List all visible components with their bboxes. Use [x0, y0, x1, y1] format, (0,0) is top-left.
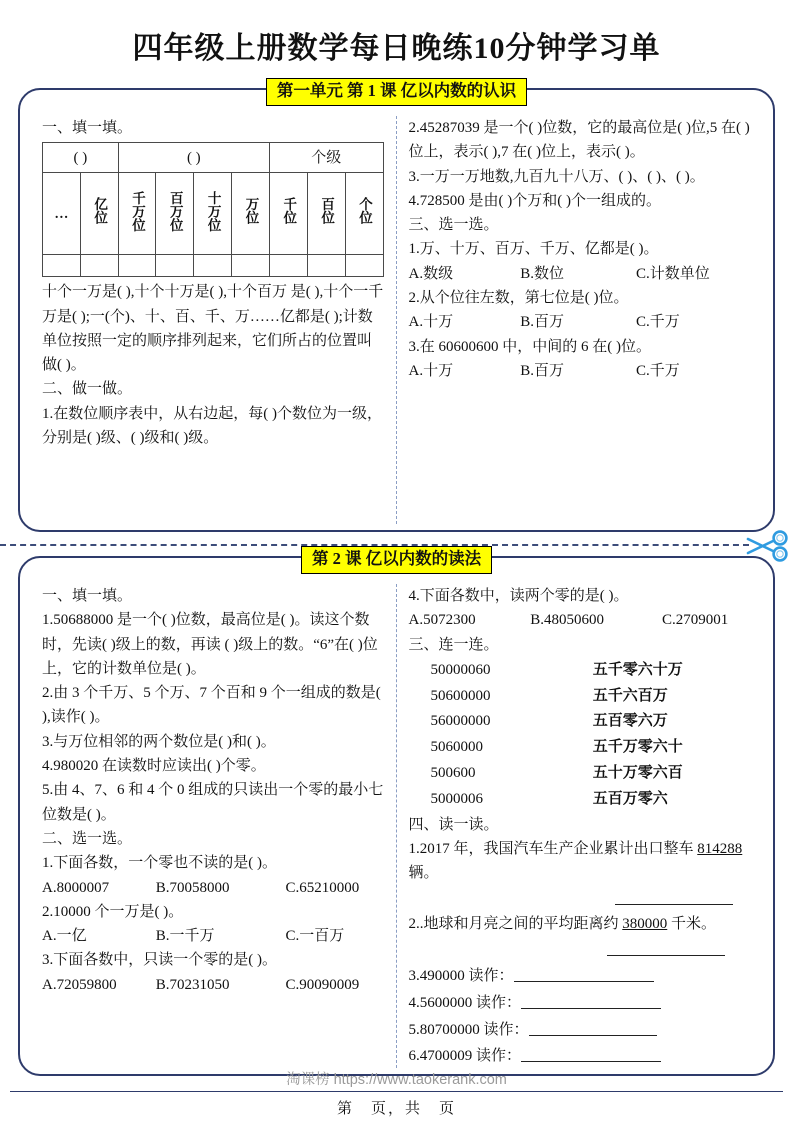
s2-read-4-label: 4.5600000 读作：: [408, 994, 522, 1011]
match-word[interactable]: 五百零六万: [592, 713, 668, 730]
pv-cell: [156, 173, 194, 255]
table-row: [43, 173, 384, 255]
lesson-2-banner: 第 2 课 亿以内数的读法: [301, 546, 492, 574]
pv-answer-cell[interactable]: [156, 255, 194, 277]
pv-group-1: ( ): [118, 143, 269, 173]
option-a[interactable]: A.十万: [408, 362, 454, 379]
match-word[interactable]: 五千零六十万: [592, 661, 683, 678]
lesson-card-2: [18, 549, 775, 1076]
table-row: [43, 255, 384, 277]
place-value-table: [42, 142, 384, 277]
s2-heading-match: 三、连一连。: [408, 636, 499, 653]
pv-answer-cell[interactable]: [307, 255, 345, 277]
match-word[interactable]: 五十万零六百: [592, 765, 683, 782]
pv-answer-cell[interactable]: [345, 255, 383, 277]
pv-answer-cell[interactable]: [194, 255, 232, 277]
option-a[interactable]: A.5072300: [408, 612, 476, 629]
pv-cell: [118, 173, 156, 255]
match-word[interactable]: 五千万零六十: [592, 739, 683, 756]
s2-read-2-after: 千米。: [667, 916, 717, 933]
option-a[interactable]: A.一亿: [42, 928, 87, 945]
pv-place-7: 百位: [319, 197, 335, 225]
pv-place-0: …: [54, 207, 69, 223]
pv-answer-cell[interactable]: [269, 255, 307, 277]
option-b[interactable]: B.48050600: [530, 612, 605, 629]
s1-left-q1: 十个一万是( ),十个十万是( ),十个百万 是( ),十个一千万是( );一(个)、十、百、千、万……亿都是( );计数单位按照一定的顺序排列起来，它们所占的位置叫做( )。: [42, 284, 384, 374]
page-title: 四年级上册数学每日晚练10分钟学习单: [132, 32, 661, 65]
s2-read-2-answer: [409, 937, 752, 964]
match-word[interactable]: 五千六百万: [592, 687, 668, 704]
option-c[interactable]: C.计数单位: [636, 265, 710, 282]
pv-answer-cell[interactable]: [43, 255, 81, 277]
option-b[interactable]: B.70058000: [155, 879, 230, 896]
match-number[interactable]: 5060000: [430, 739, 483, 756]
option-c[interactable]: C.65210000: [285, 879, 360, 896]
s2-read-5: [409, 1017, 752, 1044]
matching-exercise: [409, 658, 752, 813]
pv-cell: [43, 173, 81, 255]
pv-place-3: 百万位: [167, 190, 183, 232]
pv-group-2: 个级: [269, 143, 383, 173]
pv-cell: [80, 173, 118, 255]
option-b[interactable]: B.数位: [520, 265, 565, 282]
pv-group-0: ( ): [43, 143, 119, 173]
pv-cell: [307, 173, 345, 255]
s1-heading-do: 二、做一做。: [42, 381, 133, 398]
s2-choice-2-stem: 2.10000 个一万是( )。: [42, 903, 184, 920]
s2-choice-4-stem: 4.下面各数中，读两个零的是( )。: [408, 588, 629, 604]
s2-read-1-after: 辆。: [408, 865, 439, 882]
s2-choice-2-options: [42, 924, 384, 948]
s2-read-2-number: 380000: [622, 916, 668, 933]
option-a[interactable]: A.数级: [408, 265, 454, 282]
option-c[interactable]: C.2709001: [662, 612, 729, 629]
s1-right-q2: 2.45287039 是一个( )位数，它的最高位是( )位,5 在( )位上，表示( ),7 在( )位上，表示( )。: [408, 120, 750, 161]
pv-place-2: 千万位: [129, 190, 145, 232]
s1-choice-1-stem: 1.万、十万、百万、千万、亿都是( )。: [408, 241, 659, 258]
option-b[interactable]: B.百万: [520, 314, 565, 331]
s2-choice-4-options: [409, 608, 752, 632]
option-b[interactable]: B.70231050: [155, 976, 230, 993]
pv-answer-cell[interactable]: [80, 255, 118, 277]
pv-place-6: 千位: [281, 197, 297, 225]
s2-heading-choose: 二、选一选。: [42, 830, 133, 847]
s2-choice-1-options: [42, 876, 384, 900]
pv-place-5: 万位: [243, 197, 259, 225]
watermark: 淘课榜 https://www.taokerank.com: [286, 1072, 507, 1088]
option-c[interactable]: C.千万: [636, 314, 680, 331]
pv-place-8: 个位: [356, 197, 372, 225]
s1-heading-fill: 一、填一填。: [42, 120, 133, 136]
s2-left-q4: 4.980020 在读数时应读出( )个零。: [42, 758, 266, 775]
option-a[interactable]: A.72059800: [42, 976, 117, 993]
s1-right-q3: 3.一万一万地数,九百九十八万、( )、( )、( )。: [408, 168, 705, 185]
s2-choice-3-options: [42, 973, 384, 997]
s1-heading-choose: 三、选一选。: [408, 217, 499, 234]
option-a[interactable]: A.8000007: [42, 879, 110, 896]
s2-read-2-before: 2..地球和月亮之间的平均距离约: [408, 916, 623, 933]
table-row: [43, 143, 384, 173]
answer-blank[interactable]: [514, 981, 654, 982]
s2-left-q3: 3.与万位相邻的两个数位是( )和( )。: [42, 733, 276, 750]
answer-blank[interactable]: [529, 1035, 657, 1036]
s1-right-q4: 4.728500 是由( )个万和( )个一组成的。: [408, 192, 661, 209]
matching-numbers-column: [431, 658, 575, 813]
page-number: 第 页，共 页: [336, 1101, 456, 1117]
pv-cell: [345, 173, 383, 255]
answer-blank[interactable]: [607, 955, 725, 956]
option-b[interactable]: B.一千万: [155, 928, 215, 945]
s1-choice-3-stem: 3.在 60600600 中，中间的 6 在( )位。: [408, 338, 651, 355]
s2-read-6-label: 6.4700009 读作：: [408, 1048, 522, 1065]
option-c[interactable]: C.千万: [636, 362, 680, 379]
lesson-1-right-column: [397, 116, 764, 524]
pv-place-1: 亿位: [92, 197, 108, 225]
option-c[interactable]: C.一百万: [285, 928, 345, 945]
option-c[interactable]: C.90090009: [285, 976, 360, 993]
s2-read-1-before: 1.2017 年，我国汽车生产企业累计出口整车: [408, 840, 698, 857]
pv-answer-cell[interactable]: [118, 255, 156, 277]
s2-left-q2: 2.由 3 个千万、5 个万、7 个百和 9 个一组成的数是( ),读作( )。: [42, 685, 381, 726]
lesson-2-left-column: [30, 584, 397, 1068]
lesson-2-right-column: [397, 584, 764, 1068]
lesson-2-columns: [30, 584, 763, 1068]
s2-left-q1: 1.50688000 是一个( )位数，最高位是( )。读这个数时，先读( )级上的数，再读 ( )级上的数。“6”在( )位上，它的计数单位是( )。: [42, 612, 378, 677]
s2-read-3-label: 3.490000 读作：: [408, 968, 514, 985]
pv-cell: [194, 173, 232, 255]
pv-cell: [269, 173, 307, 255]
s2-read-3: [409, 963, 752, 990]
s2-heading-read: 四、读一读。: [408, 816, 499, 833]
s2-read-6: [409, 1043, 752, 1070]
s2-left-q5: 5.由 4、7、6 和 4 个 0 组成的只读出一个零的最小七位数是( )。: [42, 782, 384, 823]
s1-choice-2-stem: 2.从个位往左数，第七位是( )位。: [408, 290, 629, 307]
s2-read-1-number: 814288: [697, 840, 743, 857]
option-a[interactable]: A.十万: [408, 314, 454, 331]
match-number[interactable]: 50000060: [430, 661, 491, 678]
s2-read-2: [409, 912, 752, 936]
match-word[interactable]: 五百万零六: [592, 790, 668, 807]
s1-choice-2-options: [409, 310, 752, 334]
match-number[interactable]: 50600000: [430, 687, 491, 704]
pv-cell: [232, 173, 270, 255]
lesson-2-banner-wrap: [20, 546, 773, 574]
pv-place-4: 十万位: [205, 190, 221, 232]
match-number[interactable]: 500600: [430, 765, 476, 782]
answer-blank[interactable]: [615, 904, 733, 905]
lesson-1-banner: 第一单元 第 1 课 亿以内数的认识: [266, 78, 527, 106]
s2-read-4: [409, 990, 752, 1017]
answer-blank[interactable]: [521, 1061, 661, 1062]
s2-read-5-label: 5.80700000 读作：: [408, 1021, 529, 1038]
answer-blank[interactable]: [521, 1008, 661, 1009]
s2-heading-fill: 一、填一填。: [42, 588, 133, 604]
lesson-1-banner-wrap: [20, 78, 773, 106]
lesson-1-left-column: [30, 116, 397, 524]
s1-choice-1-options: [409, 262, 752, 286]
pv-answer-cell[interactable]: [232, 255, 270, 277]
option-b[interactable]: B.百万: [520, 362, 565, 379]
s2-read-1-answer: [409, 886, 752, 913]
lesson-1-columns: [30, 116, 763, 524]
s1-left-q2: 1.在数位顺序表中，从右边起，每( )个数位为一级，分别是( )级、( )级和( )级。: [42, 405, 382, 447]
s2-read-1: [409, 837, 752, 886]
match-number[interactable]: 56000000: [430, 713, 491, 730]
s2-choice-1-stem: 1.下面各数，一个零也不读的是( )。: [42, 855, 277, 872]
matching-words-column: [575, 658, 751, 813]
s1-choice-3-options: [409, 359, 752, 383]
lesson-card-1: [18, 81, 775, 532]
s2-choice-3-stem: 3.下面各数中，只读一个零的是( )。: [42, 952, 277, 969]
footer-divider: [10, 1091, 783, 1092]
match-number[interactable]: 5000006: [430, 790, 483, 807]
